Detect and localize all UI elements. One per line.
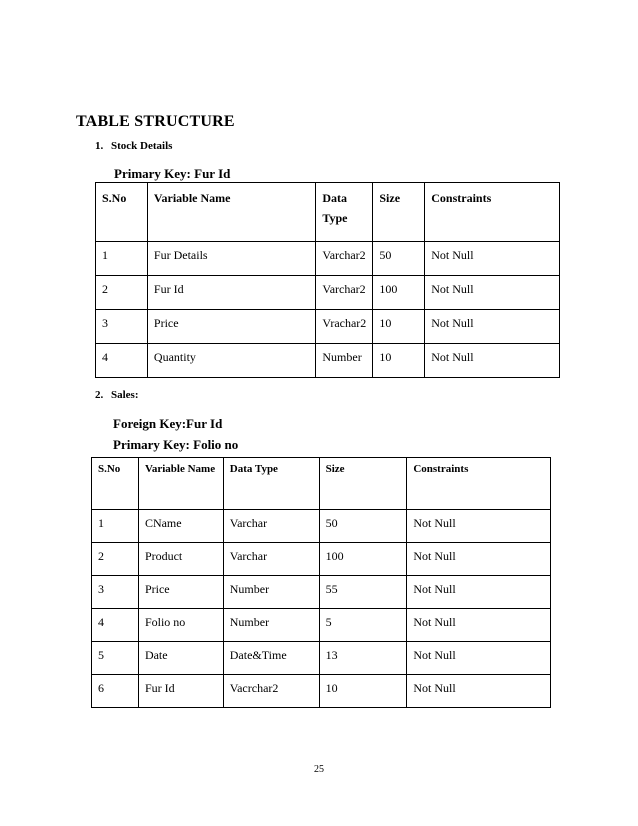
cell-size: 10 [373,344,425,378]
cell-data-type: Number [316,344,373,378]
header-size: Size [319,458,407,510]
cell-sno: 5 [92,642,139,675]
section2-foreign-key: Foreign Key:Fur Id [113,416,223,431]
table-row [92,543,551,576]
section1-primary-key: Primary Key: Fur Id [114,166,231,181]
cell-data-type: Vacrchar2 [223,675,319,708]
cell-constraints: Not Null [425,344,560,378]
header-size: Size [373,183,425,242]
cell-data-type: Varchar [223,543,319,576]
page-heading: TABLE STRUCTURE [76,113,235,130]
cell-sno: 3 [96,310,148,344]
table-header-row [96,183,560,242]
cell-variable-name: Price [147,310,315,344]
cell-size: 55 [319,576,407,609]
table-row [92,510,551,543]
cell-data-type: Number [223,609,319,642]
cell-constraints: Not Null [425,242,560,276]
cell-sno: 6 [92,675,139,708]
cell-size: 50 [373,242,425,276]
table-row [92,576,551,609]
cell-sno: 2 [92,543,139,576]
section1-title-text: Stock Details [111,140,173,152]
section1-title [95,140,172,152]
cell-variable-name: Folio no [138,609,223,642]
cell-data-type: Varchar [223,510,319,543]
header-sno: S.No [92,458,139,510]
cell-constraints: Not Null [407,510,551,543]
cell-size: 10 [373,310,425,344]
cell-sno: 4 [96,344,148,378]
sales-table [91,457,551,708]
cell-variable-name: Fur Id [147,276,315,310]
section2-number: 2. [95,389,104,401]
page-number: 25 [314,764,324,775]
cell-size: 100 [373,276,425,310]
cell-sno: 4 [92,609,139,642]
table-header-row [92,458,551,510]
cell-sno: 1 [96,242,148,276]
cell-size: 10 [319,675,407,708]
cell-sno: 2 [96,276,148,310]
table-row [92,609,551,642]
cell-constraints: Not Null [425,276,560,310]
cell-size: 5 [319,609,407,642]
table-row [96,276,560,310]
cell-sno: 1 [92,510,139,543]
table-row [92,642,551,675]
cell-variable-name: CName [138,510,223,543]
header-data-type: Data Type [223,458,319,510]
table-row [92,675,551,708]
header-variable-name: Variable Name [138,458,223,510]
cell-variable-name: Date [138,642,223,675]
cell-sno: 3 [92,576,139,609]
section2-title [95,389,139,401]
cell-data-type: Date&Time [223,642,319,675]
cell-size: 13 [319,642,407,675]
header-constraints: Constraints [407,458,551,510]
cell-data-type: Vrachar2 [316,310,373,344]
table-row [96,242,560,276]
cell-variable-name: Fur Details [147,242,315,276]
cell-size: 100 [319,543,407,576]
cell-constraints: Not Null [407,543,551,576]
cell-constraints: Not Null [425,310,560,344]
cell-variable-name: Quantity [147,344,315,378]
cell-constraints: Not Null [407,642,551,675]
cell-constraints: Not Null [407,609,551,642]
cell-data-type: Varchar2 [316,276,373,310]
header-data-type: Data Type [316,183,373,242]
cell-constraints: Not Null [407,675,551,708]
cell-variable-name: Fur Id [138,675,223,708]
cell-data-type: Varchar2 [316,242,373,276]
header-constraints: Constraints [425,183,560,242]
header-variable-name: Variable Name [147,183,315,242]
cell-size: 50 [319,510,407,543]
table-row [96,310,560,344]
cell-variable-name: Price [138,576,223,609]
stock-details-table [95,182,560,378]
cell-constraints: Not Null [407,576,551,609]
table-row [96,344,560,378]
header-sno: S.No [96,183,148,242]
cell-variable-name: Product [138,543,223,576]
section2-title-text: Sales: [111,389,139,401]
section2-primary-key: Primary Key: Folio no [113,437,239,452]
cell-data-type: Number [223,576,319,609]
section1-number: 1. [95,140,104,152]
